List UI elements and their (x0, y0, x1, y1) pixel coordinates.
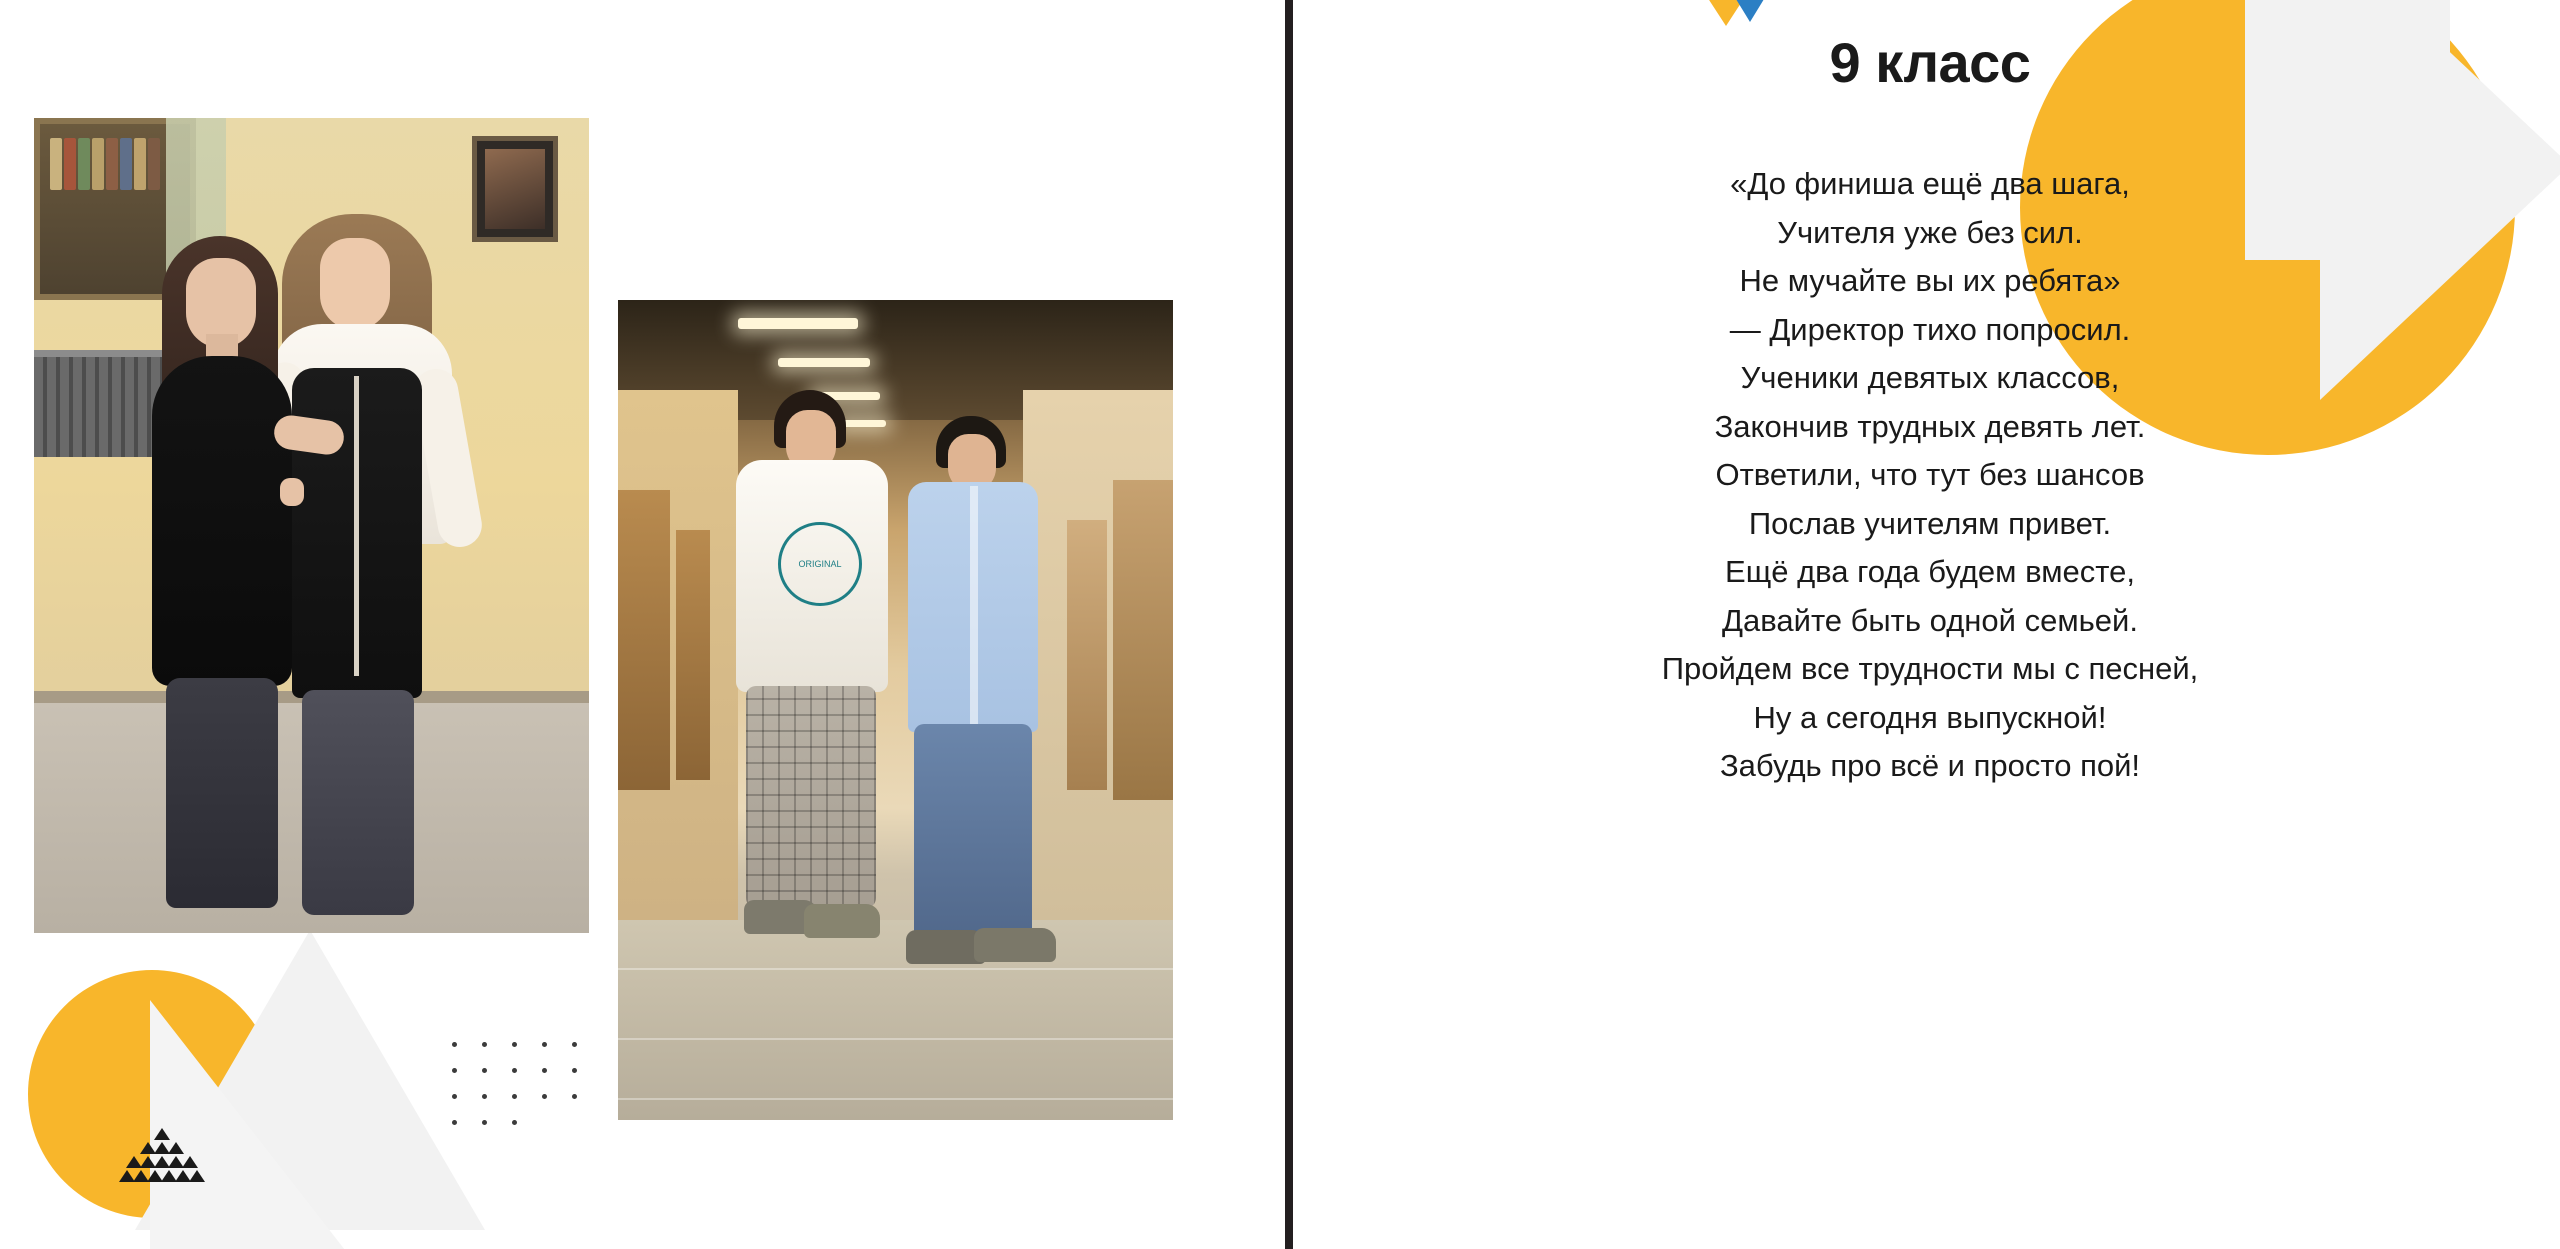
hoodie-print: ORIGINAL (778, 522, 862, 606)
poem-line: Пройдем все трудности мы с песней, (1661, 651, 2199, 686)
slide-divider (1285, 0, 1293, 1249)
poem-block (1300, 160, 2560, 791)
poem-line: Ну а сегодня выпускной! (1753, 699, 2107, 735)
dot-grid-decoration (452, 1042, 580, 1122)
poem-line: Закончив трудных девять лет. (1714, 408, 2146, 444)
photo-two-boys-in-corridor (618, 300, 1173, 1120)
poem-line: Послав учителям привет. (1748, 505, 2112, 541)
poem-line: — Директор тихо попросил. (1729, 311, 2131, 347)
poem-line: «До финиша ещё два шага, (1730, 166, 2130, 201)
page-title: 9 класс (1829, 31, 2031, 94)
poem-line: Забудь про всё и просто пой! (1719, 748, 2141, 783)
poem-line: Ещё два года будем вместе, (1725, 554, 2135, 589)
poem-line: Давайте быть одной семьей. (1722, 602, 2138, 638)
photo-two-girls-in-classroom (34, 118, 589, 933)
poem-line: Не мучайте вы их ребята» (1739, 263, 2121, 298)
right-slide (1300, 0, 2560, 1249)
blue-mini-triangle (1728, 0, 1772, 22)
poem-line: Ученики девятых классов, (1740, 360, 2120, 395)
poem-line: Учителя уже без сил. (1777, 214, 2083, 250)
triangle-grid-logo (118, 1128, 206, 1190)
poem-line: Ответили, что тут без шансов (1715, 457, 2145, 492)
gray-triangle-decoration (150, 1000, 345, 1249)
